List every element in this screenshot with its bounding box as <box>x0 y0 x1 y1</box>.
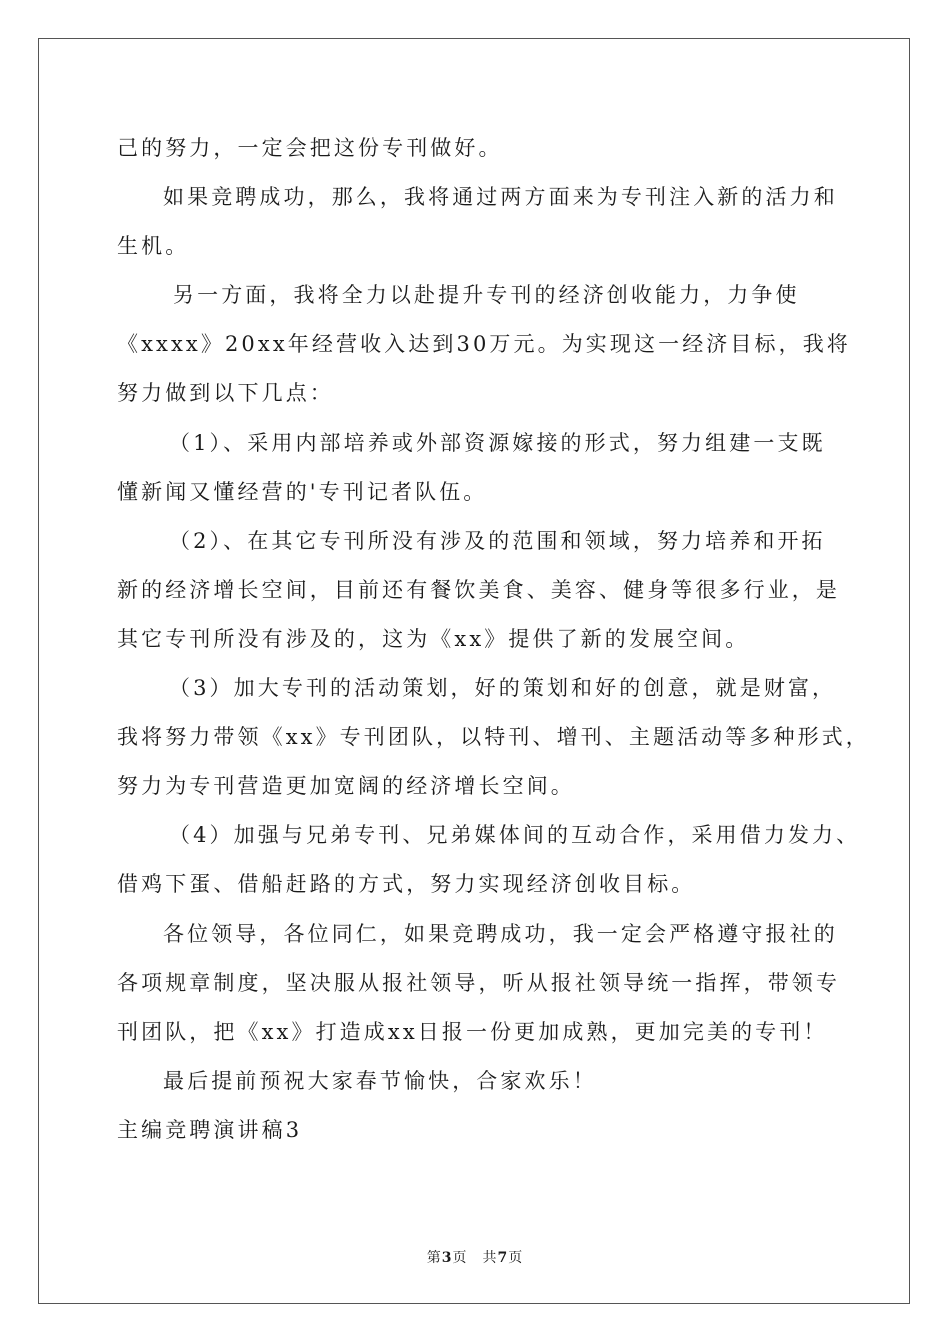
paragraph-line: 各位领导，各位同仁，如果竞聘成功，我一定会严格遵守报社的 <box>163 921 838 946</box>
paragraph-line: 我将努力带领《xx》专刊团队，以特刊、增刊、主题活动等多种形式， <box>117 725 870 750</box>
paragraph-line: 己的努力，一定会把这份专刊做好。 <box>117 136 503 160</box>
current-page-number: 3 <box>441 1250 453 1266</box>
paragraph-line: 如果竞聘成功，那么，我将通过两方面来为专刊注入新的活力和 <box>163 185 838 210</box>
paragraph-line: 生机。 <box>117 234 190 259</box>
document-body <box>117 124 870 1155</box>
footer-prefix: 第 <box>426 1250 442 1266</box>
paragraph-line: （4）加强与兄弟专刊、兄弟媒体间的互动合作，采用借力发力、 <box>169 823 861 848</box>
footer-middle: 页 共 <box>452 1250 498 1266</box>
paragraph-line: （3）加大专刊的活动策划，好的策划和好的创意，就是财富， <box>169 676 837 701</box>
paragraph-line: 另一方面，我将全力以赴提升专刊的经济创收能力，力争使 <box>173 283 800 308</box>
paragraph-line: 借鸡下蛋、借船赶路的方式，努力实现经济创收目标。 <box>117 872 696 897</box>
paragraph-line: 刊团队，把《xx》打造成xx日报一份更加成熟，更加完美的专刊！ <box>117 1019 828 1044</box>
paragraph-line: （2）、在其它专刊所没有涉及的范围和领域，努力培养和开拓 <box>169 528 826 553</box>
paragraph-line: 《xxxx》20xx年经营收入达到30万元。为实现这一经济目标，我将 <box>117 332 851 357</box>
paragraph-line: 最后提前预祝大家春节愉快，合家欢乐！ <box>163 1068 597 1093</box>
paragraph-line: 各项规章制度，坚决服从报社领导，听从报社领导统一指挥，带领专 <box>117 970 840 995</box>
page-number-footer <box>0 1247 950 1267</box>
section-heading: 主编竞聘演讲稿3 <box>117 1117 303 1142</box>
paragraph-line: 努力为专刊营造更加宽阔的经济增长空间。 <box>117 774 575 799</box>
paragraph-line: 其它专刊所没有涉及的，这为《xx》提供了新的发展空间。 <box>117 626 750 651</box>
paragraph-line: 新的经济增长空间，目前还有餐饮美食、美容、健身等很多行业，是 <box>117 577 840 602</box>
paragraph-line: 懂新闻又懂经营的'专刊记者队伍。 <box>117 479 488 504</box>
total-page-count: 7 <box>497 1250 509 1266</box>
footer-suffix: 页 <box>508 1250 524 1266</box>
paragraph-line: （1）、采用内部培养或外部资源嫁接的形式，努力组建一支既 <box>169 430 826 455</box>
paragraph-line: 努力做到以下几点： <box>117 381 334 406</box>
